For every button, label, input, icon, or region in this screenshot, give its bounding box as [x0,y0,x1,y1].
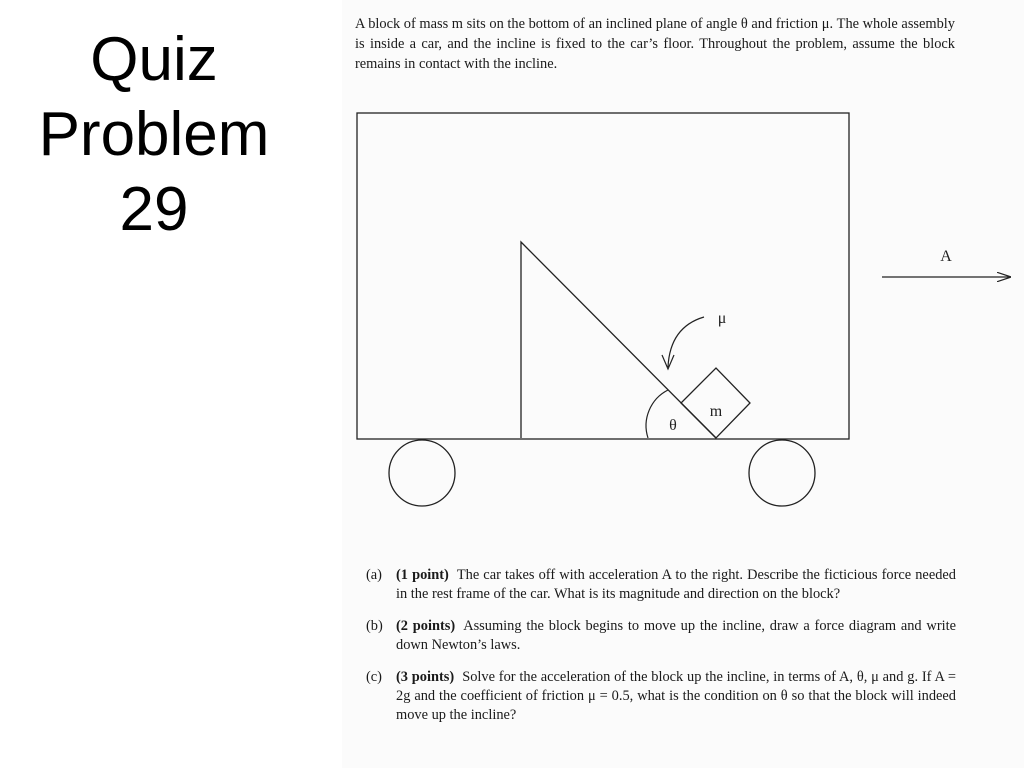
slide-title [20,22,288,247]
problem-intro: A block of mass m sits on the bottom of an inclined plane of angle θ and friction μ. The whole assembly is inside a car, and the incline is fixed to the car’s floor. Throughout the problem, assume the block remains in contact with the incline. [355,16,955,72]
question-part-c [366,668,956,725]
angle-arc [646,390,668,438]
question-part-a [366,566,956,604]
question-parts [366,566,956,738]
left-wheel [389,440,455,506]
part-points: (3 points) [396,669,455,685]
angle-label: θ [669,417,677,434]
friction-arrow [668,317,704,367]
part-text: The car takes off with acceleration A to the right. Describe the ficticious force needed in the rest frame of the car. What is its magnitude and direction on the block? [396,567,956,602]
part-points: (2 points) [396,618,456,634]
mass-label: m [709,403,723,420]
slide-title-line-3: 29 [119,175,189,244]
right-wheel [749,440,815,506]
car-incline-diagram [350,105,1020,515]
part-label: (c) [366,669,382,685]
slide-title-line-2: Problem [38,100,270,169]
acceleration-label: A [940,248,952,265]
car-body [357,113,849,439]
part-label: (b) [366,618,383,634]
part-label: (a) [366,567,382,583]
slide-title-line-1: Quiz [90,25,218,94]
question-part-b [366,617,956,655]
part-points: (1 point) [396,567,449,583]
friction-label: μ [717,310,727,327]
part-text: Assuming the block begins to move up the incline, draw a force diagram and write down Newton’s laws. [396,618,956,653]
part-text: Solve for the acceleration of the block up the incline, in terms of A, θ, μ and g. If A = 2g and the coefficient of friction μ = 0.5, what is the condition on θ so that the block will indeed move up the incline? [396,669,956,723]
